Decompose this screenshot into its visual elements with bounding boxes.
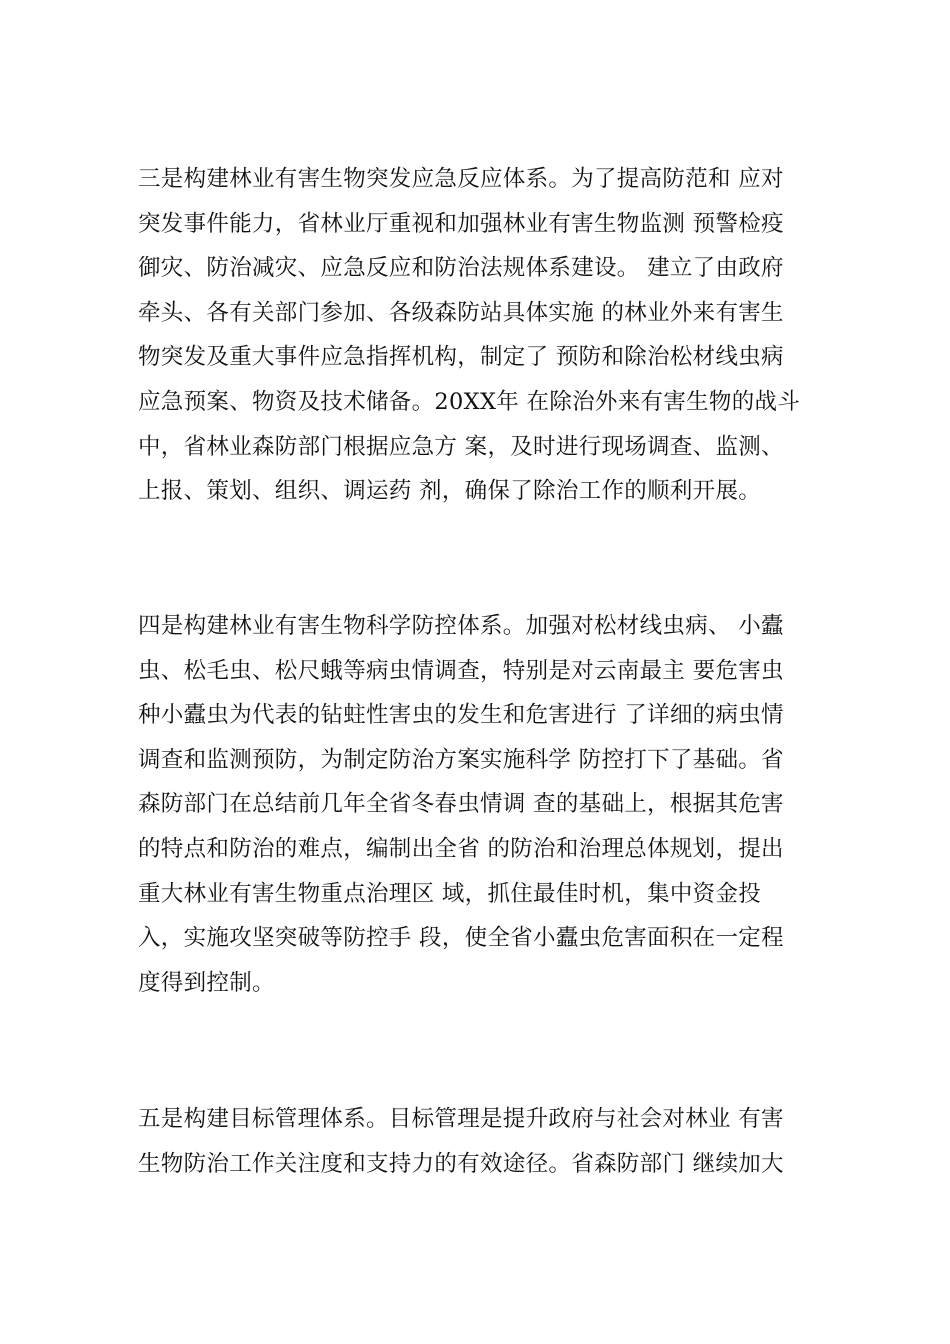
- paragraph-line: 森防部门在总结前几年全省冬春虫情调 查的基础上，根据其危害: [138, 791, 784, 818]
- paragraph-line: 突发事件能力，省林业厅重视和加强林业有害生物监测 预警检疫: [138, 210, 784, 237]
- paragraph-line: 虫、松毛虫、松尺蛾等病虫情调查，特别是对云南最主 要危害虫: [138, 657, 784, 684]
- paragraph-line: 入，实施攻坚突破等防控手 段，使全省小蠹虫危害面积在一定程: [138, 925, 784, 952]
- paragraph-line: 应急预案、物资及技术储备。20XX年 在除治外来有害生物的战斗: [138, 388, 801, 415]
- paragraph-line: 度得到控制。: [138, 969, 275, 996]
- paragraph-line: 三是构建林业有害生物突发应急反应体系。为了提高防范和 应对: [138, 166, 784, 192]
- paragraph-line: 御灾、防治减灾、应急反应和防治法规体系建设。 建立了由政府: [138, 255, 784, 282]
- paragraph-line: 的特点和防治的难点，编制出全省 的防治和治理总体规划，提出: [138, 835, 784, 862]
- paragraph-scientific-control: [138, 604, 838, 1005]
- paragraph-line: 重大林业有害生物重点治理区 域，抓住最佳时机，集中资金投: [138, 880, 762, 907]
- paragraph-line: 种小蠹虫为代表的钻蛀性害虫的发生和危害进行 了详细的病虫情: [138, 702, 784, 729]
- paragraph-line: 生物防治工作关注度和支持力的有效途径。省森防部门 继续加大: [138, 1150, 784, 1177]
- paragraph-emergency-response: [138, 157, 838, 514]
- paragraph-line: 调查和监测预防，为制定防治方案实施科学 防控打下了基础。省: [138, 746, 784, 773]
- paragraph-line: 四是构建林业有害生物科学防控体系。加强对松材线虫病、 小蠹: [138, 613, 784, 639]
- paragraph-line: 牵头、各有关部门参加、各级森防站具体实施 的林业外来有害生: [138, 299, 784, 326]
- paragraph-line: 物突发及重大事件应急指挥机构，制定了 预防和除治松材线虫病: [138, 344, 784, 371]
- paragraph-line: 五是构建目标管理体系。目标管理是提升政府与社会对林业 有害: [138, 1106, 784, 1132]
- paragraph-target-management: [138, 1097, 838, 1186]
- paragraph-line: 中，省林业森防部门根据应急方 案，及时进行现场调查、监测、: [138, 433, 784, 460]
- paragraph-line: 上报、策划、组织、调运药 剂，确保了除治工作的顺利开展。: [138, 478, 762, 505]
